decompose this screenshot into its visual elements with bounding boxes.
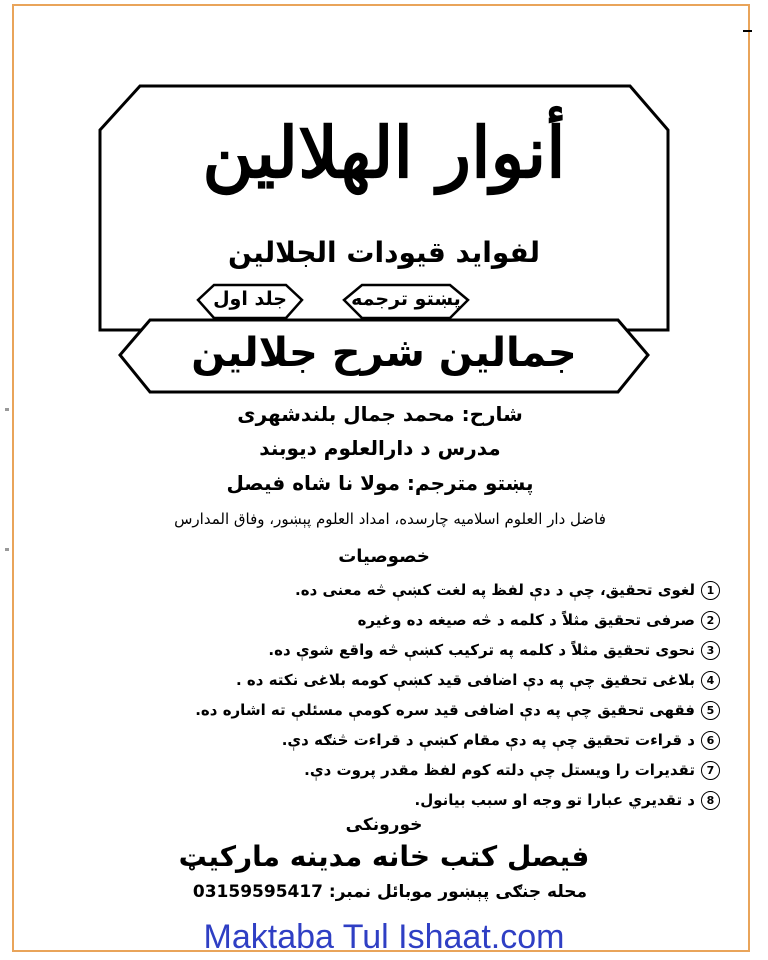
list-item xyxy=(150,605,720,635)
author-role: مدرس د دارالعلوم دیوبند xyxy=(259,436,501,460)
features-list xyxy=(150,575,720,815)
translator-details: فاضل دار العلوم اسلامیه چارسده، امداد العلوم پېښور، وفاق المدارس xyxy=(174,510,606,528)
list-item xyxy=(150,575,720,605)
seller-name: فیصل کتب خانه مدینه مارکیټ xyxy=(178,840,590,873)
item-number-badge: 5 xyxy=(701,701,720,720)
list-item xyxy=(150,755,720,785)
list-item xyxy=(150,725,720,755)
item-number-badge: 4 xyxy=(701,671,720,690)
item-number-badge: 2 xyxy=(701,611,720,630)
feature-text: د تقديري عبارا تو وجه او سبب بيانول. xyxy=(414,791,695,809)
feature-text: بلاغی تحقیق چې په دې اضافی قید کښې کومه بلاغی نکته ده . xyxy=(236,671,695,689)
seller-address: محله جنګی پېښور موبائل نمبر: 03159595417 xyxy=(192,882,588,902)
list-item xyxy=(150,635,720,665)
book-subtitle: لفوايد قيودات الجلالين xyxy=(227,236,541,269)
item-number-badge: 8 xyxy=(701,791,720,810)
translation-tag: پښتو ترجمه xyxy=(351,288,461,310)
list-item xyxy=(150,785,720,815)
feature-text: فقهی تحقیق چې په دې اضافی قید سره کومې مسئلې ته اشاره ده. xyxy=(195,701,695,719)
item-number-badge: 3 xyxy=(701,641,720,660)
item-number-badge: 7 xyxy=(701,761,720,780)
feature-text: تقديرات را ويستل چې دلته کوم لفظ مقدر پروت دې. xyxy=(304,761,695,779)
translator-line: پښتو مترجم: مولا نا شاه فیصل xyxy=(226,471,534,495)
features-heading: خصوصيات xyxy=(338,546,430,567)
author-line: شارح: محمد جمال بلندشهری xyxy=(237,402,523,426)
feature-text: د قراءت تحقیق چې په دې مقام کښې د قراءت څنګه دې. xyxy=(281,731,695,749)
feature-text: لغوی تحقیق، چې د دې لفظ په لغت کښې څه معنی ده. xyxy=(295,581,695,599)
item-number-badge: 1 xyxy=(701,581,720,600)
feature-text: صرفی تحقیق مثلاً د کلمه د څه صیغه ده وغیره xyxy=(357,611,695,629)
item-number-badge: 6 xyxy=(701,731,720,750)
site-watermark: Maktaba Tul Ishaat.com xyxy=(203,918,565,956)
volume-tag: جلد اول xyxy=(213,288,287,310)
seller-heading: خورونکی xyxy=(345,815,423,835)
book-title: أنوار الهلالين xyxy=(202,111,566,194)
list-item xyxy=(150,665,720,695)
list-item xyxy=(150,695,720,725)
feature-text: نحوی تحقیق مثلاً د کلمه په ترکیب کښې څه واقع شوې ده. xyxy=(268,641,695,659)
second-title: جمالين شرح جلالين xyxy=(191,330,577,376)
